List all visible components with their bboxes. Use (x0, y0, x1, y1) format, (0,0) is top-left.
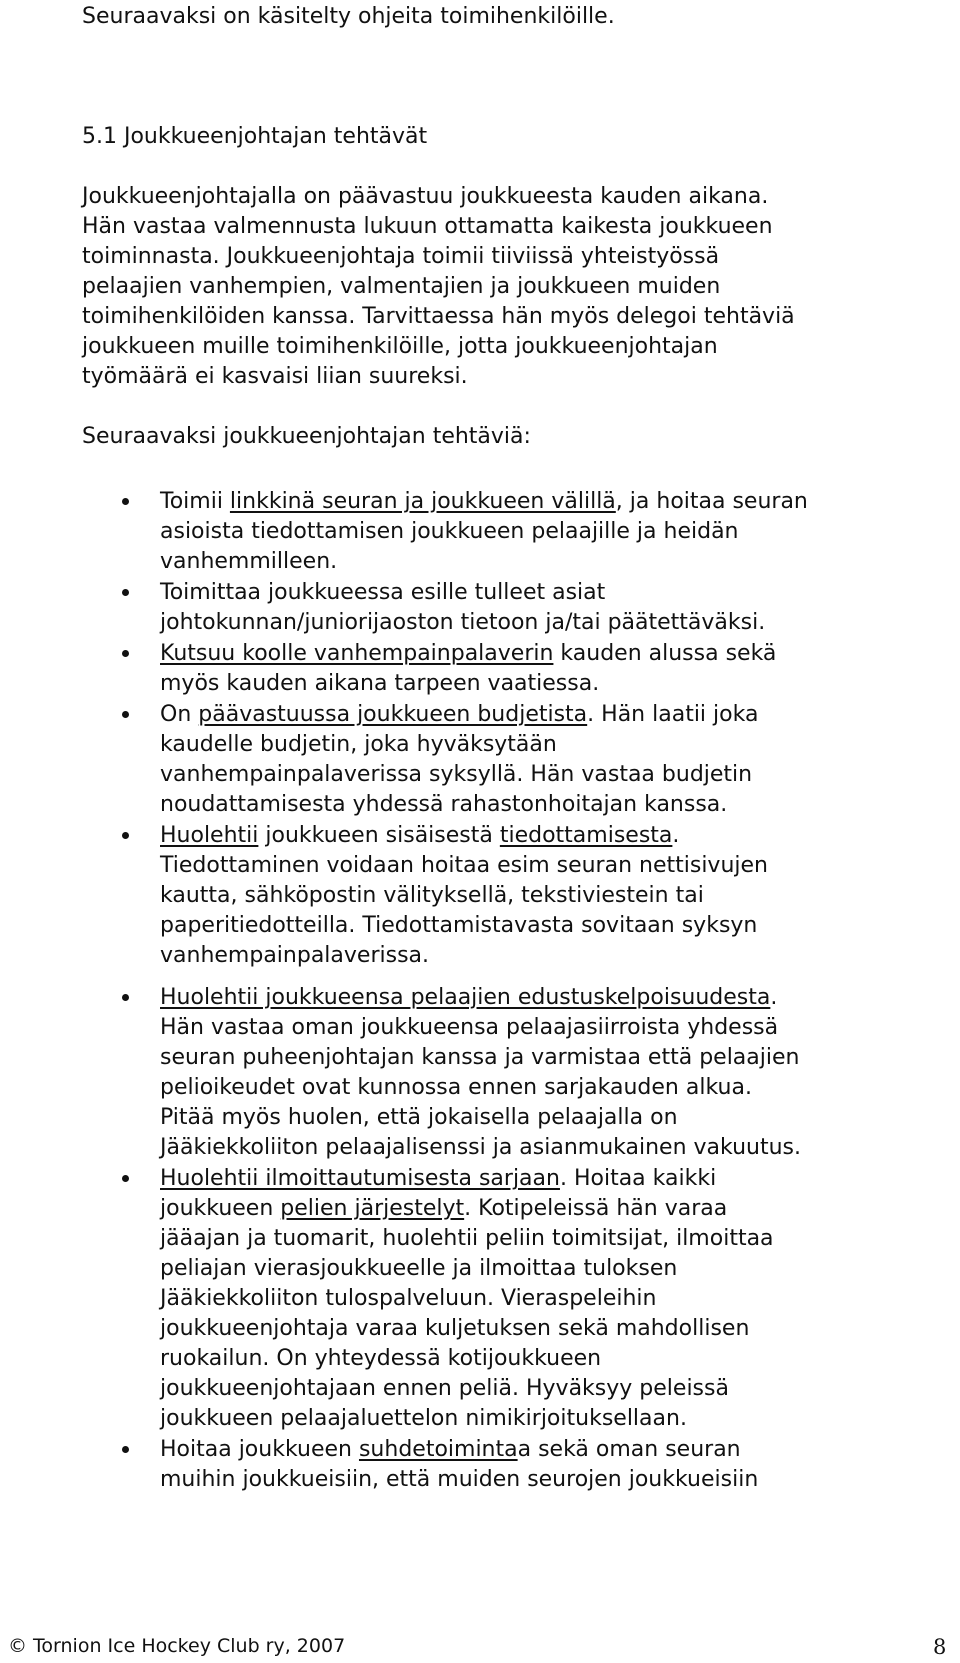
list-item-line: joukkueenjohtajaan ennen peliä. Hyväksyy peleissä (160, 1376, 729, 1401)
underlined-phrase: Huolehtii (160, 823, 259, 848)
list-item-line (160, 821, 679, 851)
bullet-icon (122, 994, 129, 1001)
list-item-line: jääajan ja tuomarit, huolehtii peliin toimitsijat, ilmoittaa (160, 1226, 774, 1251)
bullet-icon (122, 832, 129, 839)
list-item-line (160, 487, 808, 517)
list-item-line (160, 983, 777, 1013)
list-item-line: Jääkiekkoliiton tulospalveluun. Vieraspeleihin (160, 1286, 657, 1311)
bullet-icon (122, 650, 129, 657)
text-run: . (672, 823, 680, 848)
list-item-line (160, 1194, 727, 1224)
list-intro: Seuraavaksi joukkueenjohtajan tehtäviä: (82, 424, 531, 449)
list-item-line: paperitiedotteilla. Tiedottamistavasta sovitaan syksyn (160, 913, 758, 938)
paragraph-line: Joukkueenjohtajalla on päävastuu joukkueesta kauden aikana. (82, 184, 769, 209)
list-item-line: Pitää myös huolen, että jokaisella pelaajalla on (160, 1105, 678, 1130)
underlined-phrase: tiedottamisesta (499, 823, 673, 848)
paragraph-line: Hän vastaa valmennusta lukuun ottamatta kaikesta joukkueen (82, 214, 773, 239)
list-item-line: vanhemmilleen. (160, 549, 338, 574)
list-item-line: pelioikeudet ovat kunnossa ennen sarjakauden alkua. (160, 1075, 752, 1100)
paragraph-line: toimihenkilöiden kanssa. Tarvittaessa hän myös delegoi tehtäviä (82, 304, 795, 329)
list-item-line: kautta, sähköpostin välityksellä, tekstiviestein tai (160, 883, 704, 908)
list-item-line: muihin joukkueisiin, että muiden seurojen joukkueisiin (160, 1467, 759, 1492)
text-run: . Kotipeleissä hän varaa (464, 1196, 728, 1221)
list-item-line (160, 1164, 716, 1194)
list-item-line: myös kauden aikana tarpeen vaatiessa. (160, 671, 600, 696)
paragraph-line: työmäärä ei kasvaisi liian suureksi. (82, 364, 468, 389)
underlined-phrase: päävastuussa joukkueen budjetista (198, 702, 588, 727)
text-run: joukkueen sisäisestä (258, 823, 500, 848)
underlined-phrase: linkkinä seuran ja joukkueen välillä (229, 489, 616, 514)
underlined-phrase: suhdetoiminta (358, 1437, 518, 1462)
bullet-icon (122, 1175, 129, 1182)
text-run: Hoitaa joukkueen (160, 1437, 359, 1462)
list-item-line (160, 700, 758, 730)
list-item-line: noudattamisesta yhdessä rahastonhoitajan kanssa. (160, 792, 728, 817)
section-heading: 5.1 Joukkueenjohtajan tehtävät (82, 124, 428, 149)
footer-copyright: © Tornion Ice Hockey Club ry, 2007 (8, 1635, 346, 1657)
text-run: On (160, 702, 199, 727)
list-item-line: johtokunnan/juniorijaoston tietoon ja/tai päätettäväksi. (160, 610, 766, 635)
text-run: , ja hoitaa seuran (615, 489, 808, 514)
list-item-line: ruokailun. On yhteydessä kotijoukkueen (160, 1346, 602, 1371)
bullet-icon (122, 498, 129, 505)
page-number: 8 (933, 1635, 947, 1659)
paragraph-line: joukkueen muille toimihenkilöille, jotta joukkueenjohtajan (82, 334, 718, 359)
underlined-phrase: pelien järjestelyt (280, 1196, 465, 1221)
bullet-icon (122, 589, 129, 596)
bullet-icon (122, 711, 129, 718)
paragraph-line: pelaajien vanhempien, valmentajien ja joukkueen muiden (82, 274, 721, 299)
list-item-line: vanhempainpalaverissa syksyllä. Hän vastaa budjetin (160, 762, 753, 787)
list-item-line: asioista tiedottamisen joukkueen pelaajille ja heidän (160, 519, 739, 544)
list-item-line: peliajan vierasjoukkueelle ja ilmoittaa tuloksen (160, 1256, 678, 1281)
list-item-line: joukkueenjohtaja varaa kuljetuksen sekä mahdollisen (160, 1316, 750, 1341)
text-run: joukkueen (160, 1196, 281, 1221)
list-item-line: kaudelle budjetin, joka hyväksytään (160, 732, 557, 757)
text-run: Toimii (160, 489, 230, 514)
underlined-phrase: Huolehtii ilmoittautumisesta sarjaan (160, 1166, 560, 1191)
text-run: . Hän laatii joka (587, 702, 759, 727)
bullet-icon (122, 1446, 129, 1453)
list-item-line (160, 639, 776, 669)
list-item-line: vanhempainpalaverissa. (160, 943, 430, 968)
list-item-line: Tiedottaminen voidaan hoitaa esim seuran nettisivujen (160, 853, 768, 878)
intro-line: Seuraavaksi on käsitelty ohjeita toimihenkilöille. (82, 4, 615, 29)
list-item-line: seuran puheenjohtajan kanssa ja varmistaa että pelaajien (160, 1045, 800, 1070)
list-item-line: joukkueen pelaajaluettelon nimikirjoituksellaan. (160, 1406, 687, 1431)
underlined-phrase: Kutsuu koolle vanhempainpalaverin (160, 641, 554, 666)
list-item-line: Jääkiekkoliiton pelaajalisenssi ja asianmukainen vakuutus. (160, 1135, 801, 1160)
underlined-phrase: Huolehtii joukkueensa pelaajien edustuskelpoisuudesta (160, 985, 771, 1010)
text-run: a sekä oman seuran (517, 1437, 741, 1462)
paragraph-line: toiminnasta. Joukkueenjohtaja toimii tiiviissä yhteistyössä (82, 244, 720, 269)
list-item-line: Toimittaa joukkueessa esille tulleet asiat (160, 580, 606, 605)
text-run: kauden alussa sekä (553, 641, 777, 666)
text-run: . (770, 985, 778, 1010)
text-run: . Hoitaa kaikki (559, 1166, 717, 1191)
list-item-line: Hän vastaa oman joukkueensa pelaajasiirroista yhdessä (160, 1015, 779, 1040)
list-item-line (160, 1435, 741, 1465)
